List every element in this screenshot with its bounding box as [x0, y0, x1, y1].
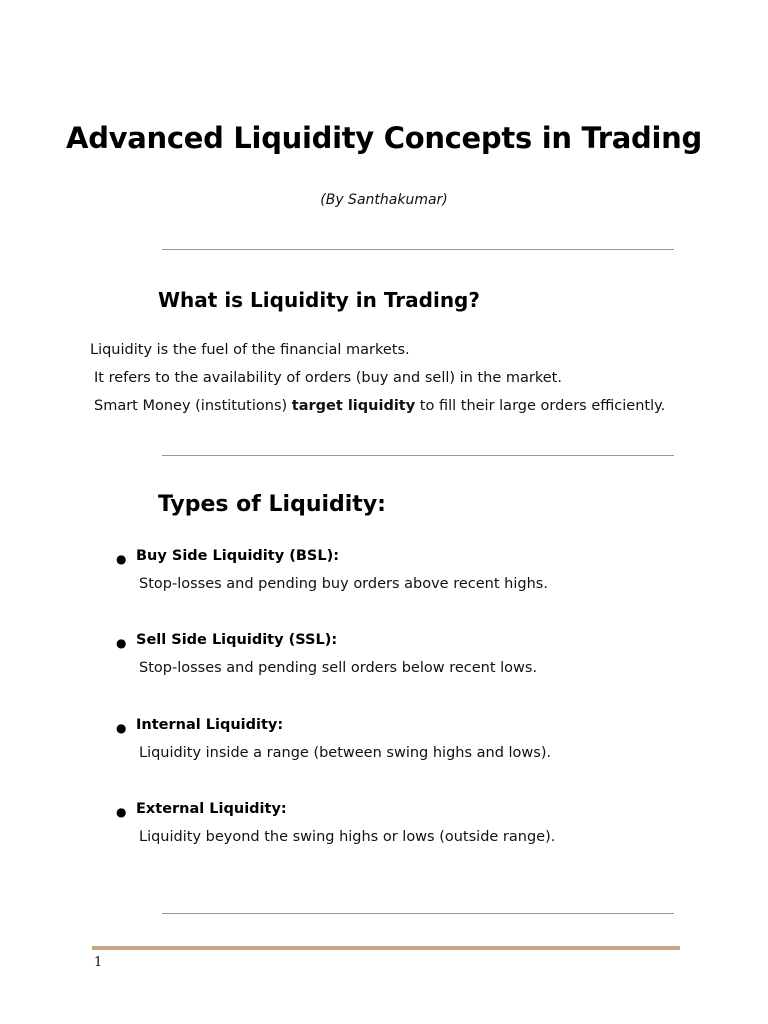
document-title: Advanced Liquidity Concepts in Trading [66, 121, 702, 155]
bullet-icon: ● [116, 721, 127, 735]
page-number: 1 [94, 955, 103, 970]
list-item-description: Stop-losses and pending buy orders above recent highs. [139, 576, 548, 592]
list-item-description: Liquidity inside a range (between swing highs and lows). [139, 745, 552, 761]
list-item [112, 632, 712, 688]
bullet-icon: ● [116, 805, 127, 819]
paragraph-text: to fill their large orders efficiently. [415, 398, 666, 414]
section-heading-what-is-liquidity: What is Liquidity in Trading? [158, 288, 480, 312]
footer-bar [92, 946, 680, 950]
divider [162, 455, 674, 456]
list-item-description: Liquidity beyond the swing highs or lows (outside range). [139, 829, 556, 845]
document-author: (By Santhakumar) [320, 192, 448, 208]
divider [162, 913, 674, 914]
list-item-title: Buy Side Liquidity (BSL): [136, 548, 339, 564]
bold-text: target liquidity [291, 398, 416, 414]
paragraph-line: Liquidity is the fuel of the financial markets. [90, 342, 410, 358]
list-item-title: Internal Liquidity: [136, 717, 284, 733]
list-item-title: Sell Side Liquidity (SSL): [136, 632, 338, 648]
divider [162, 249, 674, 250]
list-item-description: Stop-losses and pending sell orders below recent lows. [139, 660, 538, 676]
paragraph-line [94, 398, 665, 414]
bullet-icon: ● [116, 552, 127, 566]
section-heading-types-of-liquidity: Types of Liquidity: [158, 492, 386, 517]
bullet-icon: ● [116, 636, 127, 650]
paragraph-line: It refers to the availability of orders (buy and sell) in the market. [94, 370, 562, 386]
paragraph-text: Smart Money (institutions) [94, 398, 292, 414]
list-item [112, 548, 712, 604]
list-item [112, 801, 712, 857]
list-item-title: External Liquidity: [136, 801, 287, 817]
list-item [112, 717, 712, 773]
